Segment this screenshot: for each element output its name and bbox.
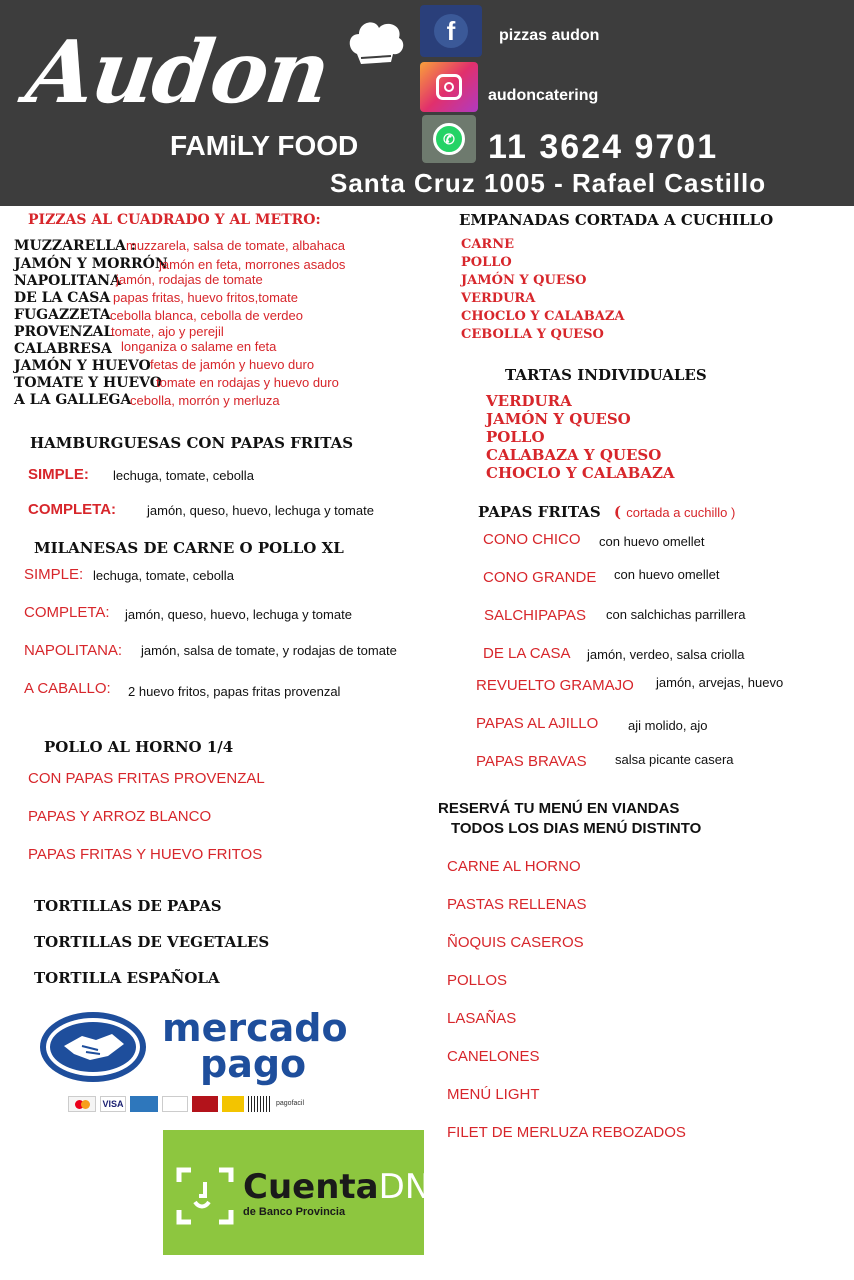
pizza-name: MUZZARELLA : (14, 238, 136, 254)
tortilla-item: TORTILLAS DE VEGETALES (34, 933, 270, 951)
papas-desc: salsa picante casera (615, 752, 734, 767)
handshake-icon (38, 1010, 148, 1084)
papas-title-text: PAPAS FRITAS (478, 503, 601, 521)
cuenta-dni-word2: DNI (378, 1167, 441, 1207)
vianda-item: PASTAS RELLENAS (447, 896, 587, 913)
milanesa-name: A CABALLO: (24, 680, 111, 697)
chef-hat-icon (345, 18, 407, 68)
pollo-item: PAPAS FRITAS Y HUEVO FRITOS (28, 846, 263, 863)
papas-name: DE LA CASA (483, 645, 571, 662)
cuenta-dni-icon (175, 1166, 235, 1226)
milanesa-name: COMPLETA: (24, 604, 110, 621)
pizza-desc: cebolla, morrón y merluza (130, 393, 280, 408)
milanesa-desc: 2 huevo fritos, papas fritas provenzal (128, 684, 341, 699)
pizza-name: DE LA CASA (14, 290, 111, 306)
hipercard-logo (192, 1096, 218, 1112)
instagram-handle: audoncatering (488, 87, 599, 104)
empanada-item: CEBOLLA Y QUESO (461, 327, 604, 342)
tortilla-item: TORTILLA ESPAÑOLA (34, 969, 220, 987)
pollo-item: PAPAS Y ARROZ BLANCO (28, 808, 212, 825)
milanesa-name: NAPOLITANA: (24, 642, 123, 659)
tarta-item: CALABAZA Y QUESO (486, 446, 662, 464)
papas-name: SALCHIPAPAS (484, 607, 586, 624)
argencard-logo (222, 1096, 244, 1112)
pizza-name: TOMATE Y HUEVO (14, 375, 162, 391)
pizza-name: A LA GALLEGA (14, 392, 132, 408)
cuenta-dni-wordmark (243, 1168, 440, 1206)
tarta-item: VERDURA (486, 392, 572, 410)
hamburguesas-title: HAMBURGUESAS CON PAPAS FRITAS (30, 434, 354, 452)
pizza-name: JAMÓN Y HUEVO (14, 358, 151, 374)
mastercard-icon-2 (81, 1100, 90, 1109)
pizza-desc: fetas de jamón y huevo duro (150, 357, 315, 372)
milanesa-name: SIMPLE: (24, 566, 84, 583)
pizza-name: JAMÓN Y MORRÓN (14, 256, 168, 272)
milanesa-desc: jamón, queso, huevo, lechuga y tomate (125, 607, 352, 622)
vianda-item: FILET DE MERLUZA REBOZADOS (447, 1124, 686, 1141)
mercadopago-word1: mercado (162, 1006, 348, 1050)
address: Santa Cruz 1005 - Rafael Castillo (330, 168, 767, 198)
papas-name: CONO GRANDE (483, 569, 597, 586)
tarta-item: CHOCLO Y CALABAZA (486, 464, 675, 482)
papas-title-paren: ( (613, 503, 621, 521)
empanadas-title: EMPANADAS CORTADA A CUCHILLO (459, 211, 774, 229)
pollo-item: CON PAPAS FRITAS PROVENZAL (28, 770, 265, 787)
viandas-subtitle: TODOS LOS DIAS MENÚ DISTINTO (451, 820, 702, 837)
papas-name: CONO CHICO (483, 531, 581, 548)
papas-desc: jamón, arvejas, huevo (656, 675, 784, 690)
header-banner (0, 0, 854, 206)
pizza-name: NAPOLITANA (14, 273, 121, 289)
papas-desc: con huevo omellet (599, 534, 705, 549)
tortilla-item: TORTILLAS DE PAPAS (34, 897, 222, 915)
cuenta-dni-logo (163, 1130, 441, 1255)
whatsapp-icon[interactable]: ✆ (422, 115, 476, 163)
hamburguesa-name: COMPLETA: (28, 501, 117, 518)
facebook-icon[interactable]: f (420, 5, 482, 57)
papas-name: REVUELTO GRAMAJO (476, 677, 634, 694)
papas-name: PAPAS AL AJILLO (476, 715, 599, 732)
pizza-name: FUGAZZETA (14, 307, 111, 323)
papas-desc: jamón, verdeo, salsa criolla (587, 647, 745, 662)
papas-title (478, 503, 735, 521)
milanesa-desc: jamón, salsa de tomate, y rodajas de tomate (141, 643, 397, 658)
pizza-desc: jamón en feta, morrones asados (159, 257, 346, 272)
papas-name: PAPAS BRAVAS (476, 753, 587, 770)
pagofacil-logo: pagofacil (276, 1100, 305, 1107)
pizza-desc: papas fritas, huevo fritos,tomate (113, 290, 298, 305)
boletos-logo (248, 1096, 272, 1112)
amex-logo (130, 1096, 158, 1112)
hamburguesa-desc: jamón, queso, huevo, lechuga y tomate (147, 503, 374, 518)
cuenta-dni-subtitle: de Banco Provincia (243, 1206, 346, 1218)
empanada-item: VERDURA (461, 291, 536, 306)
diners-logo (162, 1096, 188, 1112)
viandas-title: RESERVÁ TU MENÚ EN VIANDAS (438, 800, 680, 817)
empanada-item: CHOCLO Y CALABAZA (461, 309, 625, 324)
vianda-item: CARNE AL HORNO (447, 858, 581, 875)
hamburguesa-name: SIMPLE: (28, 466, 89, 483)
pizzas-title: PIZZAS AL CUADRADO Y AL METRO: (28, 212, 321, 228)
instagram-icon[interactable] (420, 62, 478, 112)
pizza-desc: longaniza o salame en feta (121, 339, 277, 354)
tartas-title: TARTAS INDIVIDUALES (505, 366, 707, 384)
hamburguesa-desc: lechuga, tomate, cebolla (113, 468, 254, 483)
milanesas-title: MILANESAS DE CARNE O POLLO XL (34, 539, 344, 557)
milanesa-desc: lechuga, tomate, cebolla (93, 568, 234, 583)
papas-desc: con huevo omellet (614, 567, 720, 582)
vianda-item: LASAÑAS (447, 1010, 517, 1027)
pizza-name: PROVENZAL (14, 324, 114, 340)
phone-number[interactable]: 11 3624 9701 (488, 128, 719, 166)
papas-desc: aji molido, ajo (628, 718, 708, 733)
vianda-item: MENÚ LIGHT (447, 1086, 540, 1103)
pollo-title: POLLO AL HORNO 1/4 (44, 738, 234, 756)
pizza-desc: cebolla blanca, cebolla de verdeo (110, 308, 303, 323)
vianda-item: CANELONES (447, 1048, 540, 1065)
pizza-desc: tomate en rodajas y huevo duro (156, 375, 339, 390)
tarta-item: POLLO (486, 428, 545, 446)
papas-desc: con salchichas parrillera (606, 607, 746, 622)
empanada-item: POLLO (461, 255, 512, 270)
brand-logo-script: Audon (20, 22, 335, 123)
pizza-name: CALABRESA (14, 341, 112, 357)
facebook-handle: pizzas audon (499, 27, 600, 44)
brand-logo-subtitle: FAMiLY FOOD (170, 130, 359, 161)
tarta-item: JAMÓN Y QUESO (486, 410, 631, 428)
empanada-item: JAMÓN Y QUESO (461, 273, 587, 288)
mastercard-logo (68, 1096, 96, 1112)
cuenta-dni-word1: Cuenta (243, 1167, 379, 1207)
pizza-desc: jamón, rodajas de tomate (116, 272, 263, 287)
mercadopago-word2: pago (200, 1042, 307, 1086)
pizza-desc: tomate, ajo y perejil (111, 324, 224, 339)
empanada-item: CARNE (461, 237, 515, 252)
visa-logo: VISA (100, 1096, 126, 1112)
vianda-item: POLLOS (447, 972, 508, 989)
papas-title-note: cortada a cuchillo ) (626, 505, 736, 520)
pizza-desc: muzzarela, salsa de tomate, albahaca (126, 238, 345, 253)
vianda-item: ÑOQUIS CASEROS (447, 934, 584, 951)
